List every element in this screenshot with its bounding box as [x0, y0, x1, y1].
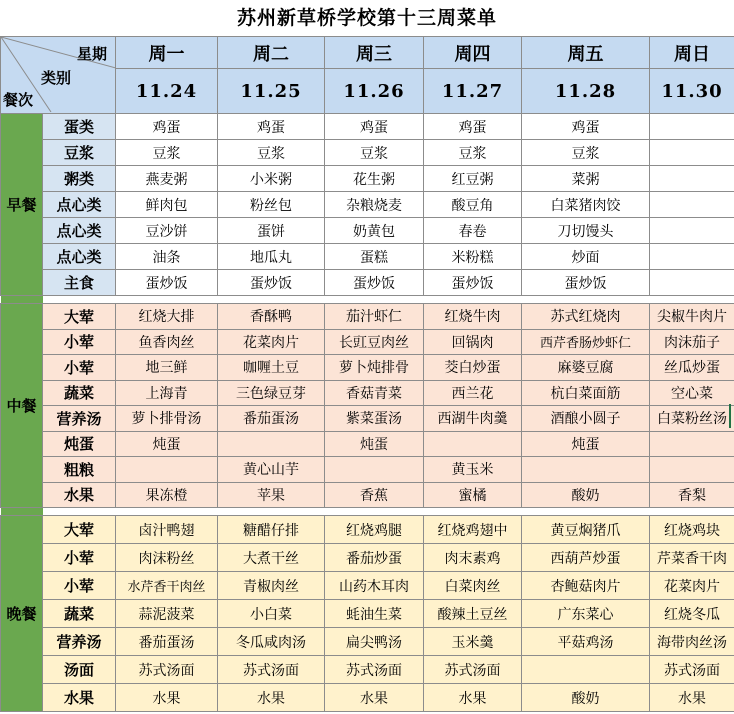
menu-cell[interactable]: 白菜猪肉饺: [522, 192, 650, 218]
corner-week-label: 星期: [76, 45, 107, 63]
menu-cell[interactable]: 豆浆: [424, 140, 522, 166]
menu-cell[interactable]: 香菇青菜: [325, 380, 424, 406]
menu-cell[interactable]: 水果: [424, 684, 522, 712]
menu-row: [1, 457, 734, 483]
menu-cell[interactable]: 炖蛋: [522, 431, 650, 457]
menu-cell[interactable]: 麻婆豆腐: [522, 355, 650, 381]
menu-cell[interactable]: 红烧鸡翅中: [424, 516, 522, 544]
menu-cell[interactable]: 春卷: [424, 218, 522, 244]
menu-cell[interactable]: 鸡蛋: [116, 114, 218, 140]
header-corner: [1, 37, 116, 114]
day-header: 周三: [325, 37, 424, 69]
menu-cell[interactable]: [218, 431, 325, 457]
menu-row: [1, 656, 734, 684]
menu-cell[interactable]: 水果: [650, 684, 734, 712]
menu-cell[interactable]: 蛋炒饭: [424, 270, 522, 296]
menu-cell[interactable]: 平菇鸡汤: [522, 628, 650, 656]
menu-row: [1, 114, 734, 140]
menu-row: [1, 329, 734, 355]
menu-cell[interactable]: 西湖牛肉羹: [424, 406, 522, 432]
meal-label: 晚餐: [1, 516, 43, 712]
menu-cell[interactable]: 酒酿小圆子: [522, 406, 650, 432]
menu-cell[interactable]: 小白菜: [218, 600, 325, 628]
menu-cell[interactable]: 苏式汤面: [325, 656, 424, 684]
menu-cell[interactable]: 黄豆焖猪爪: [522, 516, 650, 544]
menu-row: [1, 218, 734, 244]
day-header: 周二: [218, 37, 325, 69]
category-label: 水果: [43, 684, 116, 712]
menu-cell[interactable]: 苏式汤面: [424, 656, 522, 684]
menu-cell[interactable]: 蛋糕: [325, 244, 424, 270]
menu-cell[interactable]: 西芹香肠炒虾仁: [522, 329, 650, 355]
cell-selection-edge: [729, 404, 734, 428]
menu-cell[interactable]: 豆浆: [325, 140, 424, 166]
menu-row: [1, 380, 734, 406]
menu-cell[interactable]: 山药木耳肉: [325, 572, 424, 600]
category-label: 炖蛋: [43, 431, 116, 457]
menu-cell[interactable]: 鸡蛋: [424, 114, 522, 140]
menu-cell[interactable]: 蛋炒饭: [218, 270, 325, 296]
breakfast-section: [1, 114, 734, 296]
menu-cell[interactable]: 豆沙饼: [116, 218, 218, 244]
menu-cell[interactable]: [522, 656, 650, 684]
category-label: 营养汤: [43, 628, 116, 656]
menu-row: [1, 482, 734, 508]
menu-cell[interactable]: [650, 431, 734, 457]
menu-cell[interactable]: 杭白菜面筋: [522, 380, 650, 406]
menu-row: [1, 516, 734, 544]
day-header: 周一: [116, 37, 218, 69]
menu-cell[interactable]: 酸奶: [522, 684, 650, 712]
menu-cell[interactable]: 大煮干丝: [218, 544, 325, 572]
date-header: 11.25: [218, 69, 325, 114]
menu-cell[interactable]: 炖蛋: [325, 431, 424, 457]
category-label: 蔬菜: [43, 380, 116, 406]
menu-cell[interactable]: 茄汁虾仁: [325, 304, 424, 330]
corner-meal-label: 餐次: [3, 91, 34, 109]
lunch-section: [1, 304, 734, 508]
menu-cell[interactable]: 豆浆: [116, 140, 218, 166]
category-label: 大荤: [43, 304, 116, 330]
menu-cell[interactable]: 刀切馒头: [522, 218, 650, 244]
menu-cell[interactable]: 番茄蛋汤: [218, 406, 325, 432]
menu-cell[interactable]: 萝卜炖排骨: [325, 355, 424, 381]
menu-cell[interactable]: 炒面: [522, 244, 650, 270]
menu-cell[interactable]: 蚝油生菜: [325, 600, 424, 628]
menu-cell[interactable]: 鱼香肉丝: [116, 329, 218, 355]
menu-cell[interactable]: 蛋饼: [218, 218, 325, 244]
category-label: 小荤: [43, 572, 116, 600]
category-label: 豆浆: [43, 140, 116, 166]
menu-row: [1, 355, 734, 381]
menu-cell[interactable]: 红烧牛肉: [424, 304, 522, 330]
menu-cell[interactable]: 鸡蛋: [218, 114, 325, 140]
day-header: 周日: [650, 37, 734, 69]
menu-cell[interactable]: 花生粥: [325, 166, 424, 192]
date-header: 11.27: [424, 69, 522, 114]
menu-cell[interactable]: 豆浆: [218, 140, 325, 166]
category-label: 小荤: [43, 329, 116, 355]
date-header: 11.30: [650, 69, 734, 114]
menu-cell[interactable]: 扁尖鸭汤: [325, 628, 424, 656]
category-label: 汤面: [43, 656, 116, 684]
menu-cell[interactable]: 白菜粉丝汤: [650, 406, 734, 432]
menu-cell[interactable]: 尖椒牛肉片: [650, 304, 734, 330]
corner-category-label: 类别: [41, 69, 72, 87]
menu-cell[interactable]: [650, 140, 734, 166]
menu-cell[interactable]: 苹果: [218, 482, 325, 508]
menu-cell[interactable]: [325, 457, 424, 483]
menu-title: 苏州新草桥学校第十三周菜单: [236, 7, 497, 29]
menu-cell[interactable]: [650, 192, 734, 218]
menu-row: [1, 406, 734, 432]
menu-cell[interactable]: 粉丝包: [218, 192, 325, 218]
menu-cell[interactable]: 油条: [116, 244, 218, 270]
menu-cell[interactable]: 豆浆: [522, 140, 650, 166]
menu-cell[interactable]: 花菜肉片: [650, 572, 734, 600]
menu-cell[interactable]: 番茄蛋汤: [116, 628, 218, 656]
menu-cell[interactable]: 萝卜排骨汤: [116, 406, 218, 432]
day-header: 周四: [424, 37, 522, 69]
menu-row: [1, 684, 734, 712]
menu-cell[interactable]: [522, 457, 650, 483]
menu-cell[interactable]: 水果: [325, 684, 424, 712]
menu-row: [1, 544, 734, 572]
menu-cell[interactable]: 白菜肉丝: [424, 572, 522, 600]
menu-cell[interactable]: 丝瓜炒蛋: [650, 355, 734, 381]
category-label: 粥类: [43, 166, 116, 192]
menu-cell[interactable]: 香蕉: [325, 482, 424, 508]
menu-cell[interactable]: 菜粥: [522, 166, 650, 192]
menu-cell[interactable]: 蒜泥菠菜: [116, 600, 218, 628]
menu-cell[interactable]: 炖蛋: [116, 431, 218, 457]
category-label: 蛋类: [43, 114, 116, 140]
menu-cell[interactable]: [650, 166, 734, 192]
menu-cell[interactable]: 红烧鸡块: [650, 516, 734, 544]
category-label: 点心类: [43, 244, 116, 270]
menu-row: [1, 140, 734, 166]
menu-cell[interactable]: 香酥鸭: [218, 304, 325, 330]
menu-row: [1, 304, 734, 330]
category-label: 点心类: [43, 218, 116, 244]
menu-cell[interactable]: 苏式汤面: [218, 656, 325, 684]
menu-cell[interactable]: 蜜橘: [424, 482, 522, 508]
menu-cell[interactable]: 咖喱土豆: [218, 355, 325, 381]
menu-cell[interactable]: 杏鲍菇肉片: [522, 572, 650, 600]
menu-cell[interactable]: 香梨: [650, 482, 734, 508]
menu-row: [1, 166, 734, 192]
menu-cell[interactable]: 酸豆角: [424, 192, 522, 218]
menu-cell[interactable]: 果冻橙: [116, 482, 218, 508]
menu-cell[interactable]: 红烧大排: [116, 304, 218, 330]
menu-row: [1, 244, 734, 270]
date-header: 11.24: [116, 69, 218, 114]
menu-cell[interactable]: 红豆粥: [424, 166, 522, 192]
menu-cell[interactable]: 西葫芦炒蛋: [522, 544, 650, 572]
category-label: 小荤: [43, 355, 116, 381]
category-label: 蔬菜: [43, 600, 116, 628]
menu-cell[interactable]: 黄心山芋: [218, 457, 325, 483]
menu-cell[interactable]: 奶黄包: [325, 218, 424, 244]
menu-cell[interactable]: 苏式汤面: [116, 656, 218, 684]
menu-cell[interactable]: 鸡蛋: [325, 114, 424, 140]
menu-cell[interactable]: [650, 114, 734, 140]
menu-cell[interactable]: 小米粥: [218, 166, 325, 192]
category-label: 水果: [43, 482, 116, 508]
menu-cell[interactable]: 青椒肉丝: [218, 572, 325, 600]
menu-cell[interactable]: 苏式汤面: [650, 656, 734, 684]
menu-cell[interactable]: 肉沫粉丝: [116, 544, 218, 572]
menu-cell[interactable]: 酸辣土豆丝: [424, 600, 522, 628]
menu-cell[interactable]: 肉沫茄子: [650, 329, 734, 355]
menu-cell[interactable]: 花菜肉片: [218, 329, 325, 355]
menu-cell[interactable]: 广东菜心: [522, 600, 650, 628]
menu-cell[interactable]: 三色绿豆芽: [218, 380, 325, 406]
menu-cell[interactable]: 水果: [218, 684, 325, 712]
date-header: 11.26: [325, 69, 424, 114]
category-label: 小荤: [43, 544, 116, 572]
menu-cell[interactable]: 空心菜: [650, 380, 734, 406]
menu-row: [1, 431, 734, 457]
menu-cell[interactable]: 地瓜丸: [218, 244, 325, 270]
menu-row: [1, 192, 734, 218]
category-label: 营养汤: [43, 406, 116, 432]
category-label: 点心类: [43, 192, 116, 218]
menu-row: [1, 572, 734, 600]
date-header: 11.28: [522, 69, 650, 114]
header-day-row: [1, 37, 734, 69]
menu-cell[interactable]: 冬瓜咸肉汤: [218, 628, 325, 656]
menu-cell[interactable]: 米粉糕: [424, 244, 522, 270]
menu-cell[interactable]: 酸奶: [522, 482, 650, 508]
menu-cell[interactable]: 鸡蛋: [522, 114, 650, 140]
menu-cell[interactable]: 茭白炒蛋: [424, 355, 522, 381]
menu-cell[interactable]: 燕麦粥: [116, 166, 218, 192]
menu-row: [1, 600, 734, 628]
menu-cell[interactable]: 苏式红烧肉: [522, 304, 650, 330]
menu-row: [1, 270, 734, 296]
menu-cell[interactable]: [116, 457, 218, 483]
menu-cell[interactable]: 海带肉丝汤: [650, 628, 734, 656]
menu-cell[interactable]: 上海青: [116, 380, 218, 406]
menu-row: [1, 628, 734, 656]
menu-cell[interactable]: [650, 244, 734, 270]
menu-cell[interactable]: 鲜肉包: [116, 192, 218, 218]
menu-cell[interactable]: 卤汁鸭翅: [116, 516, 218, 544]
meal-label: 早餐: [1, 114, 43, 296]
menu-cell[interactable]: 黄玉米: [424, 457, 522, 483]
menu-cell[interactable]: 杂粮烧麦: [325, 192, 424, 218]
menu-cell[interactable]: [650, 457, 734, 483]
category-label: 粗粮: [43, 457, 116, 483]
menu-cell[interactable]: 红烧鸡腿: [325, 516, 424, 544]
menu-cell[interactable]: 长豇豆肉丝: [325, 329, 424, 355]
menu-cell[interactable]: [424, 431, 522, 457]
menu-cell[interactable]: 紫菜蛋汤: [325, 406, 424, 432]
category-label: 主食: [43, 270, 116, 296]
menu-cell[interactable]: 肉末素鸡: [424, 544, 522, 572]
menu-cell[interactable]: 水芹香干肉丝: [116, 572, 218, 600]
menu-cell[interactable]: 番茄炒蛋: [325, 544, 424, 572]
menu-cell[interactable]: 水果: [116, 684, 218, 712]
menu-cell[interactable]: 蛋炒饭: [116, 270, 218, 296]
menu-cell[interactable]: 红烧冬瓜: [650, 600, 734, 628]
category-label: 大荤: [43, 516, 116, 544]
menu-table: [0, 36, 734, 712]
day-header: 周五: [522, 37, 650, 69]
menu-cell[interactable]: 糖醋仔排: [218, 516, 325, 544]
dinner-section: [1, 516, 734, 712]
menu-cell[interactable]: [650, 218, 734, 244]
menu-cell[interactable]: 回锅肉: [424, 329, 522, 355]
menu-cell[interactable]: 西兰花: [424, 380, 522, 406]
menu-cell[interactable]: 地三鲜: [116, 355, 218, 381]
menu-cell[interactable]: 蛋炒饭: [522, 270, 650, 296]
menu-cell[interactable]: 蛋炒饭: [325, 270, 424, 296]
menu-cell[interactable]: 芹菜香干肉: [650, 544, 734, 572]
menu-cell[interactable]: 玉米羹: [424, 628, 522, 656]
menu-cell[interactable]: [650, 270, 734, 296]
meal-label: 中餐: [1, 304, 43, 508]
